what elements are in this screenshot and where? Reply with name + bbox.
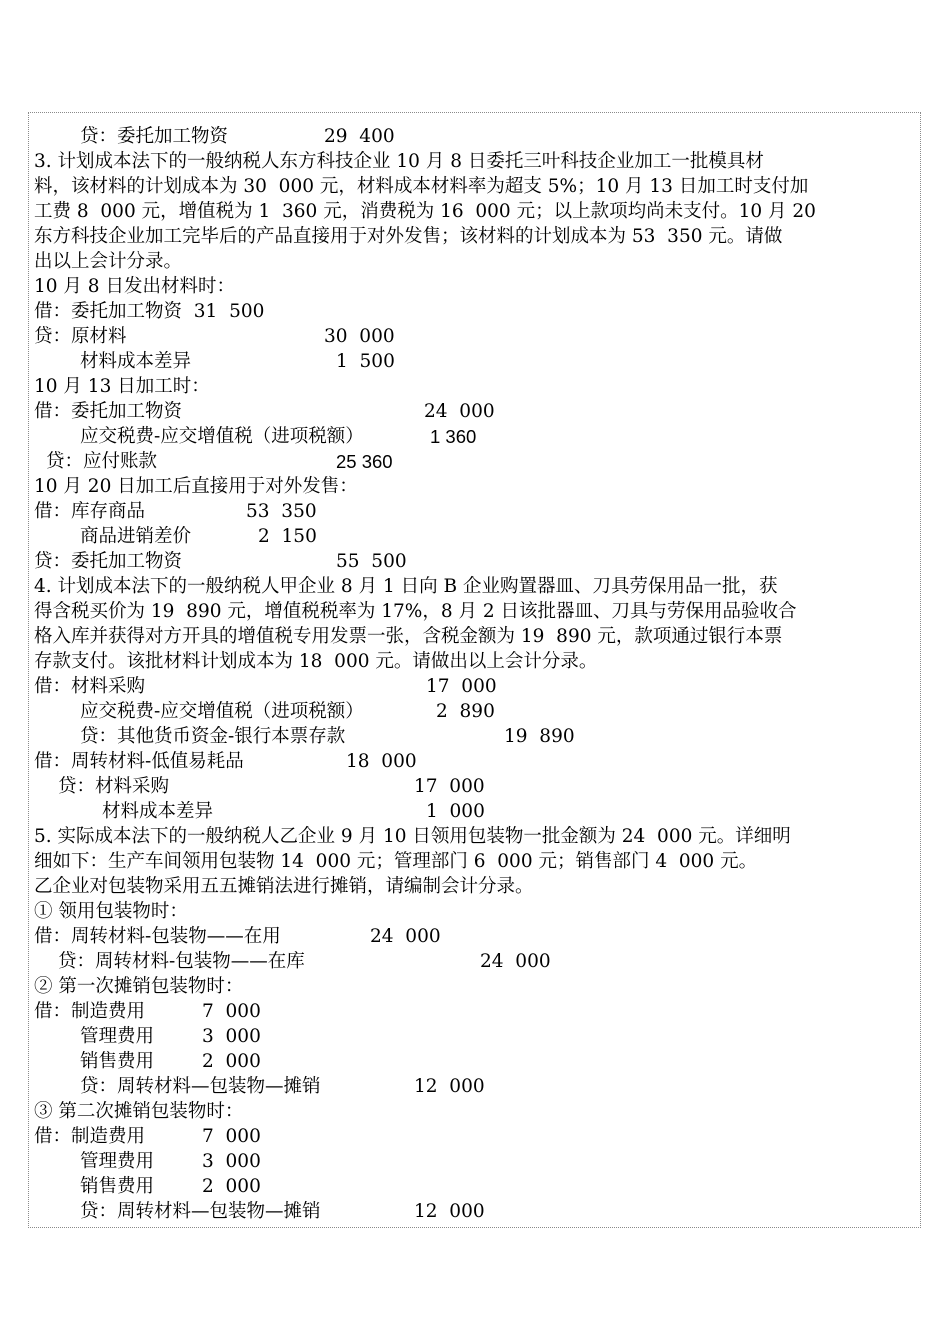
entry-amount: 55 500: [336, 551, 407, 572]
entry-label: 销售费用: [80, 1176, 155, 1197]
entry-label: 材料成本差异: [102, 801, 214, 822]
entry-amount: 17 000: [426, 676, 497, 697]
entry-amount: 3 000: [202, 1151, 261, 1172]
entry-label: 贷：委托加工物资: [80, 126, 229, 147]
text-line: 出以上会计分录。: [34, 251, 183, 272]
entry-amount: 24 000: [480, 951, 551, 972]
entry-label: 借：制造费用: [34, 1001, 146, 1022]
entry-amount: 53 350: [246, 501, 317, 522]
text-line: 工费 8 000 元，增值税为 1 360 元，消费税为 16 000 元；以上款项均尚未支付。10 月 20: [34, 201, 816, 222]
entry-amount: 1 360: [430, 426, 477, 447]
text-line: 4. 计划成本法下的一般纳税人甲企业 8 月 1 日向 B 企业购置器皿、刀具劳保用品一批，获: [34, 576, 778, 597]
text-line: 10 月 20 日加工后直接用于对外发售：: [34, 476, 358, 497]
entry-amount: 30 000: [324, 326, 395, 347]
entry-amount: 2 890: [436, 701, 495, 722]
text-line: 料，该材料的计划成本为 30 000 元，材料成本材料率为超支 5%；10 月 13 日加工时支付加: [34, 176, 809, 197]
entry-amount: 7 000: [202, 1126, 261, 1147]
text-line: 细如下：生产车间领用包装物 14 000 元；管理部门 6 000 元；销售部门 4 000 元。: [34, 851, 758, 872]
text-line: 乙企业对包装物采用五五摊销法进行摊销，请编制会计分录。: [34, 876, 534, 897]
entry-label: 贷：原材料: [34, 326, 127, 347]
entry-label: 贷：周转材料-包装物——在库: [58, 951, 305, 972]
entry-label: 应交税费-应交增值税（进项税额）: [80, 426, 364, 447]
entry-label: 贷：周转材料—包装物—摊销: [80, 1201, 321, 1222]
entry-label: 借：委托加工物资: [34, 401, 183, 422]
entry-amount: 3 000: [202, 1026, 261, 1047]
entry-label: 贷：其他货币资金-银行本票存款: [80, 726, 346, 747]
text-line: 10 月 13 日加工时：: [34, 376, 210, 397]
entry-amount: 1 500: [336, 351, 395, 372]
entry-label: 贷：周转材料—包装物—摊销: [80, 1076, 321, 1097]
text-line: 3. 计划成本法下的一般纳税人东方科技企业 10 月 8 日委托三叶科技企业加工一批模具材: [34, 151, 764, 172]
entry-amount: 2 150: [258, 526, 317, 547]
entry-amount: 1 000: [426, 801, 485, 822]
entry-amount: 24 000: [424, 401, 495, 422]
entry-amount: 19 890: [504, 726, 575, 747]
text-line: 10 月 8 日发出材料时：: [34, 276, 235, 297]
entry-label: 贷：材料采购: [58, 776, 170, 797]
entry-amount: 18 000: [346, 751, 417, 772]
text-line: ② 第一次摊销包装物时：: [34, 976, 244, 997]
entry-amount: 17 000: [414, 776, 485, 797]
entry-label: 贷：委托加工物资: [34, 551, 183, 572]
entry-label: 借：委托加工物资 31 500: [34, 301, 265, 322]
entry-label: 借：周转材料-包装物——在用: [34, 926, 281, 947]
entry-label: 材料成本差异: [80, 351, 192, 372]
text-line: 格入库并获得对方开具的增值税专用发票一张，含税金额为 19 890 元，款项通过银行本票: [34, 626, 783, 647]
text-line: 存款支付。该批材料计划成本为 18 000 元。请做出以上会计分录。: [34, 651, 598, 672]
entry-label: 借：周转材料-低值易耗品: [34, 751, 244, 772]
entry-label: 应交税费-应交增值税（进项税额）: [80, 701, 364, 722]
entry-label: 销售费用: [80, 1051, 155, 1072]
entry-label: 借：材料采购: [34, 676, 146, 697]
entry-amount: 25 360: [336, 451, 393, 472]
text-line: ③ 第二次摊销包装物时：: [34, 1101, 244, 1122]
entry-label: 商品进销差价: [80, 526, 192, 547]
text-line: 东方科技企业加工完毕后的产品直接用于对外发售；该材料的计划成本为 53 350 元。请做: [34, 226, 783, 247]
entry-label: 管理费用: [80, 1026, 155, 1047]
entry-amount: 2 000: [202, 1176, 261, 1197]
text-line: 得含税买价为 19 890 元，增值税税率为 17%，8 月 2 日该批器皿、刀具与劳保用品验收合: [34, 601, 797, 622]
entry-label: 借：库存商品: [34, 501, 146, 522]
entry-amount: 2 000: [202, 1051, 261, 1072]
entry-label: 管理费用: [80, 1151, 155, 1172]
text-line: ① 领用包装物时：: [34, 901, 188, 922]
text-line: 5. 实际成本法下的一般纳税人乙企业 9 月 10 日领用包装物一批金额为 24 000 元。详细明: [34, 826, 791, 847]
entry-label: 贷：应付账款: [46, 451, 158, 472]
entry-amount: 12 000: [414, 1076, 485, 1097]
entry-label: 借：制造费用: [34, 1126, 146, 1147]
entry-amount: 24 000: [370, 926, 441, 947]
entry-amount: 12 000: [414, 1201, 485, 1222]
entry-amount: 29 400: [324, 126, 395, 147]
entry-amount: 7 000: [202, 1001, 261, 1022]
